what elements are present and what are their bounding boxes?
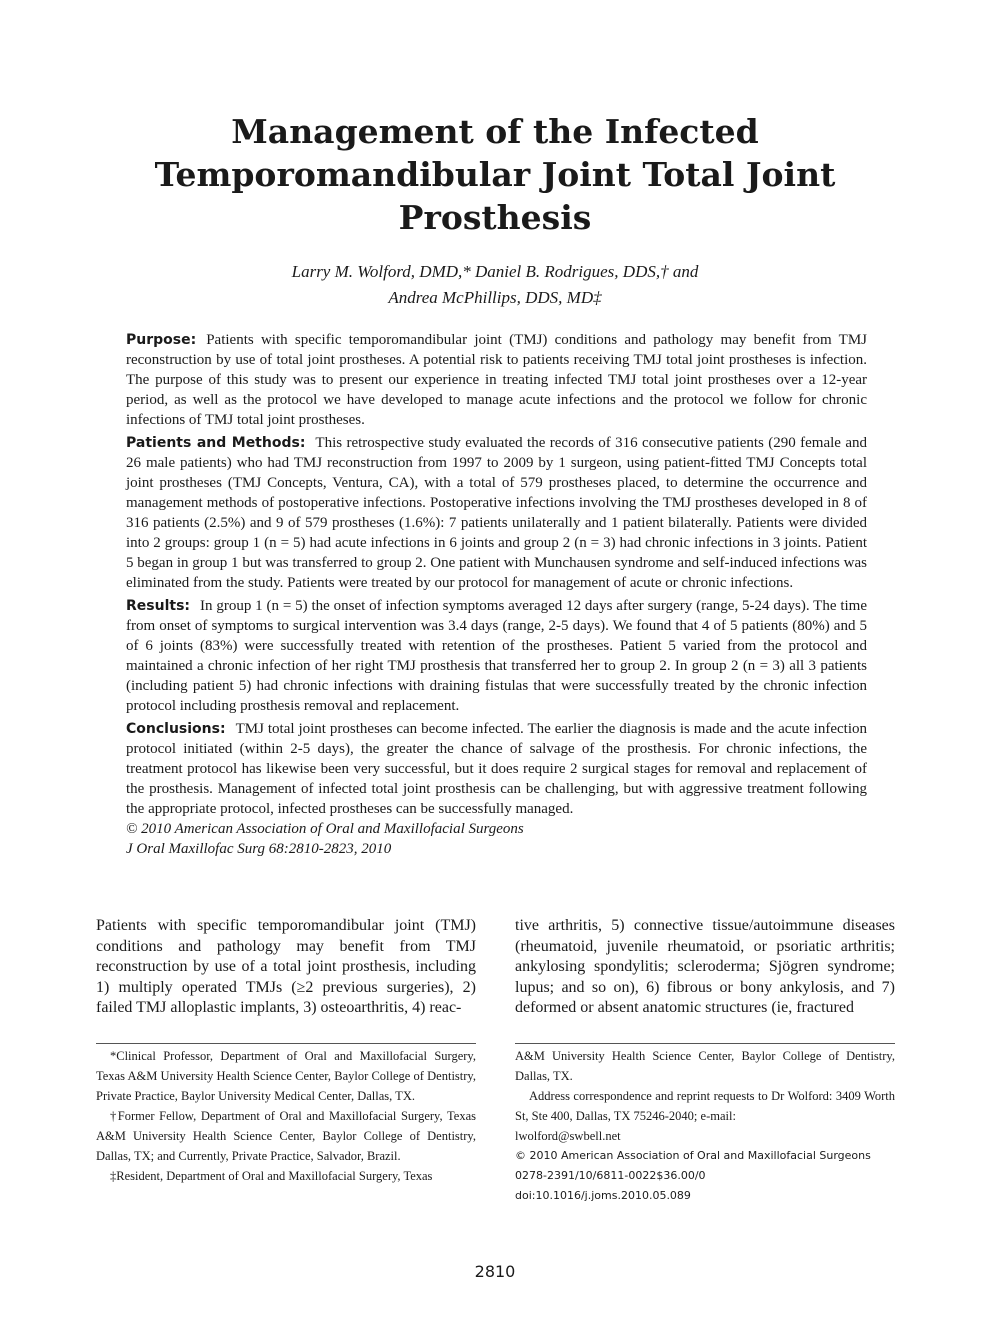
footnote-divider-left [96,1043,476,1044]
conclusions-heading: Conclusions: [126,721,226,737]
footnote-copyright: © 2010 American Association of Oral and Maxillofacial Surgeons [515,1149,871,1162]
results-heading: Results: [126,598,190,614]
issn-line: 0278-2391/10/6811-0022$36.00/0 [515,1169,706,1182]
abstract [126,330,867,859]
footnote-divider-right [515,1043,895,1044]
footnote-author-3: ‡Resident, Department of Oral and Maxillofacial Surgery, Texas [110,1169,433,1183]
abstract-methods [126,433,867,593]
methods-heading: Patients and Methods: [126,435,306,451]
body-column-right: tive arthritis, 5) connective tissue/autoimmune diseases (rheumatoid, juvenile rheumatoid, or psoriatic arthritis; ankylosing spondylitis; scleroderma; Sjögren syndrome; lupus; and so on), 6) fibrous or bony ankylosis, and 7) deformed or absent anatomic structures (ie, fractured [515,917,895,1016]
email-link[interactable]: lwolford@swbell.net [515,1129,621,1143]
authors-line-1: Larry M. Wolford, DMD,* Daniel B. Rodrigues, DDS,† and [291,262,699,281]
purpose-text: Patients with specific temporomandibular joint (TMJ) conditions and pathology may benefit from TMJ reconstruction by use of total joint prostheses. A potential risk to patients receiving TMJ total joint prostheses is infection. The purpose of this study was to present our experience in treating infected TMJ total joint prostheses over a 12-year period, as well as the protocol we have developed to manage acute infections and the protocol we follow for chronic infections of TMJ total joint prostheses. [126,332,867,428]
abstract-purpose [126,330,867,430]
journal-citation: J Oral Maxillofac Surg 68:2810-2823, 2010 [126,841,392,857]
correspondence-address: Address correspondence and reprint requests to Dr Wolford: 3409 Worth St, Ste 400, Dallas, TX 75246-2040; e-mail: [515,1089,895,1123]
author-list [150,259,840,311]
footnote-author-1: *Clinical Professor, Department of Oral and Maxillofacial Surgery, Texas A&M University Health Science Center, Baylor College of Dentistry, Private Practice, Baylor University Medical Center, Dallas, TX. [96,1049,476,1103]
purpose-heading: Purpose: [126,332,197,348]
abstract-copyright: © 2010 American Association of Oral and Maxillofacial Surgeons [126,821,524,837]
footnotes-left [96,1046,476,1186]
conclusions-text: TMJ total joint prostheses can become infected. The earlier the diagnosis is made and the acute infection protocol initiated (within 2-5 days), the greater the chance of salvage of the prosthesis. For chronic infections, the treatment protocol has likewise been very successful, but it does require 2 surgical stages for removal and replacement of the prosthesis. Management of infected total joint prosthesis can be challenging, but with aggressive treatment following the appropriate protocol, infected prostheses can be successfully managed. [126,721,867,817]
footnote-author-3-continued: A&M University Health Science Center, Baylor College of Dentistry, Dallas, TX. [515,1049,895,1083]
body-column-left: Patients with specific temporomandibular joint (TMJ) conditions and pathology may benefit from TMJ reconstruction by use of a total joint prosthesis, including 1) multiply operated TMJs (≥2 previous surgeries), 2) failed TMJ alloplastic implants, 3) osteoarthritis, 4) reac- [96,917,476,1016]
article-title: Management of the Infected Temporomandibular Joint Total Joint Prosthesis [154,112,836,237]
abstract-results [126,596,867,716]
footnote-author-2: †Former Fellow, Department of Oral and Maxillofacial Surgery, Texas A&M University Health Science Center, Baylor College of Dentistry, Dallas, TX; and Currently, Private Practice, Salvador, Brazil. [96,1109,476,1163]
results-text: In group 1 (n = 5) the onset of infection symptoms averaged 12 days after surgery (range, 5-24 days). The time from onset of symptoms to surgical intervention was 3.4 days (range, 2-5 days). We found that 4 of 5 patients (80%) and 5 of 6 joints (83%) were successfully treated with retention of the prostheses. Patient 5 varied from the protocol and maintained a chronic infection of her right TMJ prosthesis that transferred her to group 2. In group 2 (n = 3) all 3 patients (including patient 5) had chronic infections with draining fistulas that were successfully treated by the chronic infection protocol including prosthesis removal and replacement. [126,598,867,714]
methods-text: This retrospective study evaluated the records of 316 consecutive patients (290 female and 26 male patients) who had TMJ reconstruction from 1997 to 2009 by 1 surgeon, using patient-fitted TMJ Concepts total joint prostheses (TMJ Concepts, Ventura, CA), with a total of 579 prostheses placed, to determine the occurrence and management methods of postoperative infections. Postoperative infections involving the TMJ prostheses developed in 8 of 316 patients (2.5%) and 9 of 579 prostheses (1.6%): 7 patients unilaterally and 1 patient bilaterally. Patients were divided into 2 groups: group 1 (n = 5) had acute infections in 6 joints and group 2 (n = 3) had chronic infections in 3 joints. Patient 5 began in group 1 but was transferred to group 2. One patient with Munchausen syndrome and self-induced infections was eliminated from the study. Patients were treated by our protocol for management of acute or chronic infections. [126,435,867,591]
email-line [515,1126,895,1146]
doi-line: doi:10.1016/j.joms.2010.05.089 [515,1189,691,1202]
footnotes-right [515,1046,895,1206]
authors-line-2: Andrea McPhillips, DDS, MD‡ [388,288,602,307]
abstract-conclusions [126,719,867,819]
page-number: 2810 [474,1262,516,1281]
